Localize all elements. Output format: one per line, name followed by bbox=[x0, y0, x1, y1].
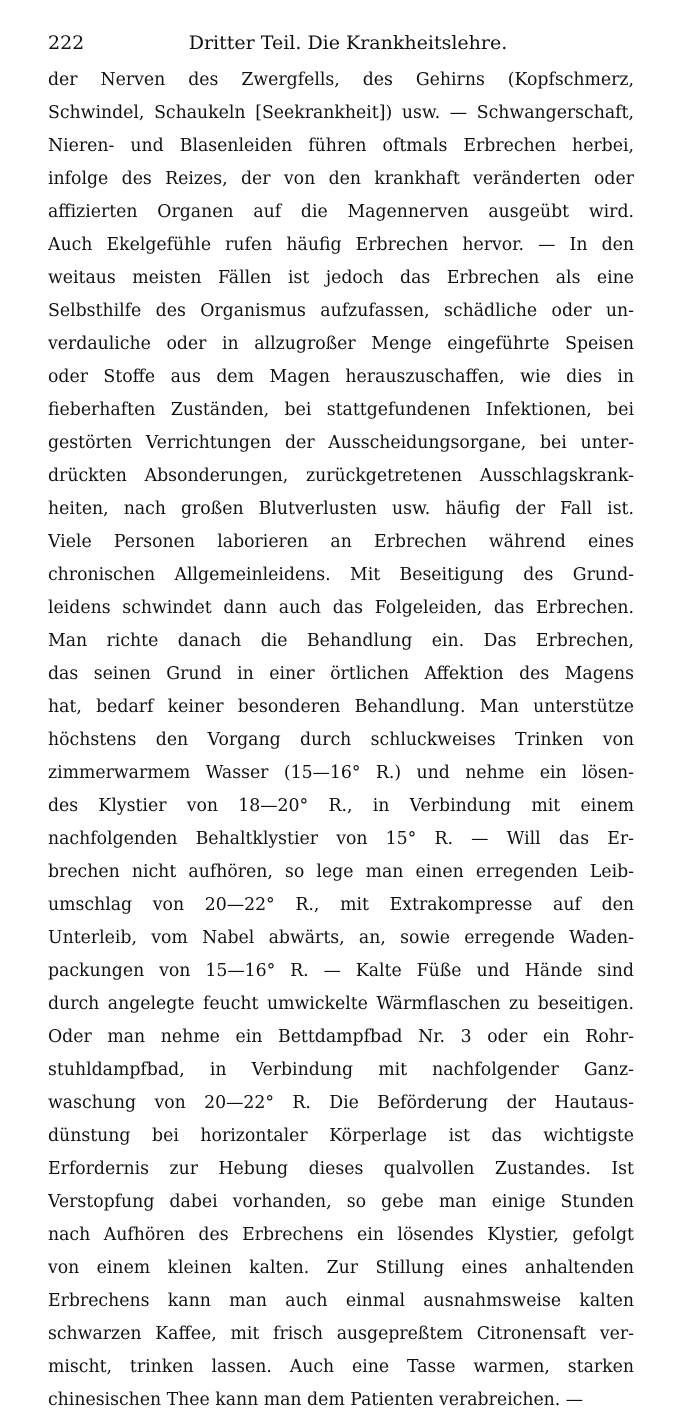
text-line: weitaus meisten Fällen ist jedoch das Erbrechen als eine bbox=[48, 268, 634, 288]
text-line: Schwindel, Schaukeln [Seekrankheit]) usw. — Schwangerschaft, bbox=[48, 103, 634, 123]
text-line: von einem kleinen kalten. Zur Stillung eines anhaltenden bbox=[48, 1258, 634, 1278]
text-line: zimmerwarmem Wasser (15—16° R.) und nehme ein lösen- bbox=[48, 763, 634, 783]
text-line: affizierten Organen auf die Magennerven ausgeübt wird. bbox=[48, 202, 634, 222]
text-line: leidens schwindet dann auch das Folgeleiden, das Erbrechen. bbox=[48, 598, 634, 618]
text-line: das seinen Grund in einer örtlichen Affektion des Magens bbox=[48, 664, 634, 684]
text-line: hat, bedarf keiner besonderen Behandlung. Man unterstütze bbox=[48, 697, 634, 717]
text-line: Erbrechens kann man auch einmal ausnahmsweise kalten bbox=[48, 1291, 634, 1311]
text-line: stuhldampfbad, in Verbindung mit nachfolgender Ganz- bbox=[48, 1060, 634, 1080]
text-line: schwarzen Kaffee, mit frisch ausgepreßtem Citronensaft ver- bbox=[48, 1324, 634, 1344]
text-line: drückten Absonderungen, zurückgetretenen Ausschlagskrank- bbox=[48, 466, 634, 486]
text-line: Selbsthilfe des Organismus aufzufassen, schädliche oder un- bbox=[48, 301, 634, 321]
text-line: nachfolgenden Behaltklystier von 15° R. — Will das Er- bbox=[48, 829, 634, 849]
text-line: fieberhaften Zuständen, bei stattgefundenen Infektionen, bei bbox=[48, 400, 634, 420]
text-line: des Klystier von 18—20° R., in Verbindung mit einem bbox=[48, 796, 634, 816]
body-text bbox=[48, 64, 634, 1417]
text-line: Erfordernis zur Hebung dieses qualvollen Zustandes. Ist bbox=[48, 1159, 634, 1179]
running-title: Dritter Teil. Die Krankheitslehre. bbox=[188, 32, 508, 54]
text-line: Nieren- und Blasenleiden führen oftmals Erbrechen herbei, bbox=[48, 136, 634, 156]
text-line: Auch Ekelgefühle rufen häufig Erbrechen hervor. — In den bbox=[48, 235, 634, 255]
text-line: Verstopfung dabei vorhanden, so gebe man einige Stunden bbox=[48, 1192, 634, 1212]
text-line: nach Aufhören des Erbrechens ein lösendes Klystier, gefolgt bbox=[48, 1225, 634, 1245]
page-number: 222 bbox=[48, 32, 85, 54]
text-line: Unterleib, vom Nabel abwärts, an, sowie erregende Waden- bbox=[48, 928, 634, 948]
text-line: der Nerven des Zwergfells, des Gehirns (Kopfschmerz, bbox=[48, 70, 634, 90]
text-line: waschung von 20—22° R. Die Beförderung der Hautaus- bbox=[48, 1093, 634, 1113]
text-line: oder Stoffe aus dem Magen herauszuschaffen, wie dies in bbox=[48, 367, 634, 387]
text-line: mischt, trinken lassen. Auch eine Tasse warmen, starken bbox=[48, 1357, 634, 1377]
text-line: gestörten Verrichtungen der Ausscheidungsorgane, bei unter- bbox=[48, 433, 634, 453]
text-line: heiten, nach großen Blutverlusten usw. häufig der Fall ist. bbox=[48, 499, 634, 519]
text-line: verdauliche oder in allzugroßer Menge eingeführte Speisen bbox=[48, 334, 634, 354]
text-line: umschlag von 20—22° R., mit Extrakompresse auf den bbox=[48, 895, 634, 915]
text-line: Oder man nehme ein Bettdampfbad Nr. 3 oder ein Rohr- bbox=[48, 1027, 634, 1047]
text-line: infolge des Reizes, der von den krankhaft veränderten oder bbox=[48, 169, 634, 189]
text-line: dünstung bei horizontaler Körperlage ist das wichtigste bbox=[48, 1126, 634, 1146]
page-header bbox=[48, 28, 648, 58]
text-line: chronischen Allgemeinleidens. Mit Beseitigung des Grund- bbox=[48, 565, 634, 585]
text-line: chinesischen Thee kann man dem Patienten verabreichen. — bbox=[48, 1390, 584, 1410]
text-line: Man richte danach die Behandlung ein. Das Erbrechen, bbox=[48, 631, 634, 651]
text-line: höchstens den Vorgang durch schluckweises Trinken von bbox=[48, 730, 634, 750]
text-line: durch angelegte feucht umwickelte Wärmflaschen zu beseitigen. bbox=[48, 994, 634, 1014]
text-line: Viele Personen laborieren an Erbrechen während eines bbox=[48, 532, 634, 552]
text-line: packungen von 15—16° R. — Kalte Füße und Hände sind bbox=[48, 961, 634, 981]
text-line: brechen nicht aufhören, so lege man einen erregenden Leib- bbox=[48, 862, 634, 882]
